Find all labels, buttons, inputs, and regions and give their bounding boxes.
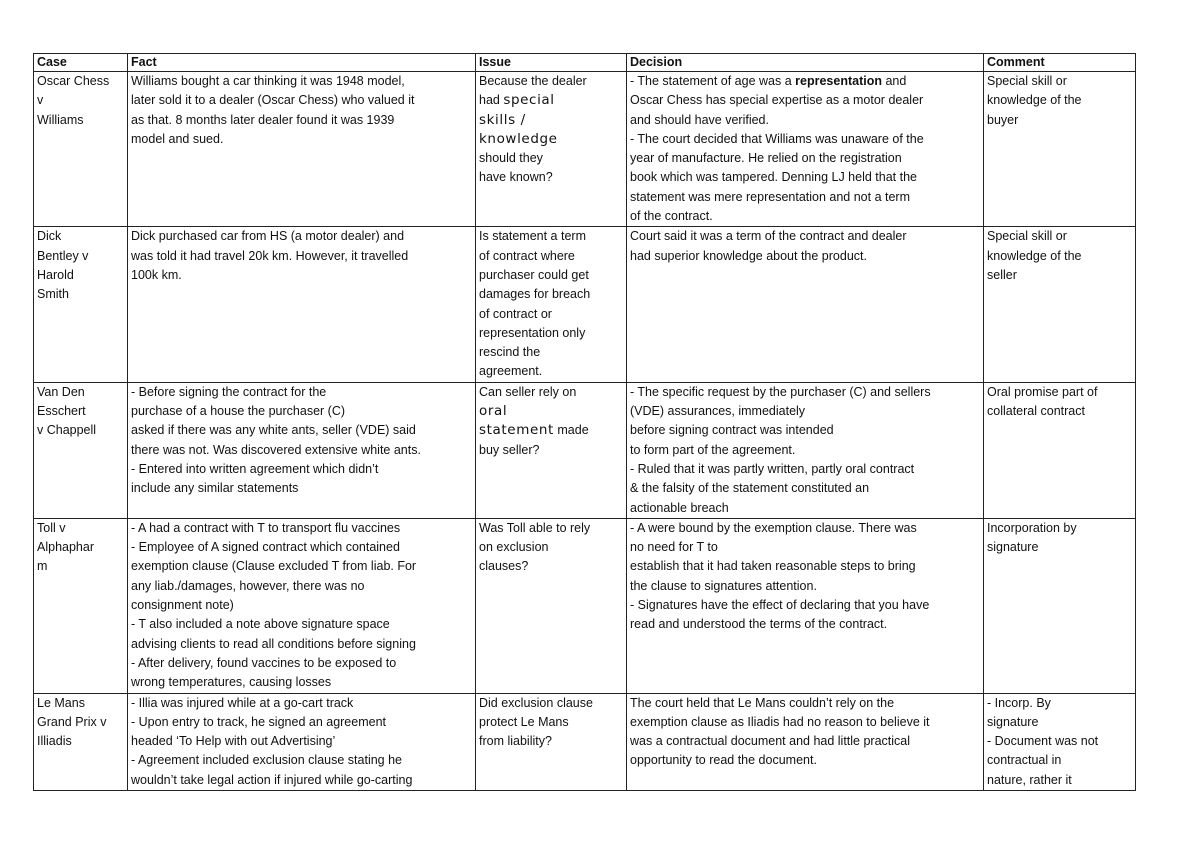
case-line: Bentley v bbox=[37, 248, 89, 263]
comment-line: Oral promise part of bbox=[987, 384, 1098, 399]
issue-line: rescind the bbox=[479, 345, 541, 360]
issue-emphasis: oral bbox=[479, 403, 508, 420]
issue-text: made bbox=[553, 423, 589, 438]
case-table bbox=[33, 53, 1136, 791]
comment-line: collateral contract bbox=[987, 404, 1085, 419]
decision-text: and bbox=[881, 74, 907, 88]
case-line: Williams bbox=[37, 112, 84, 127]
decision-emphasis: representation bbox=[795, 74, 882, 88]
decision-line: before signing contract was intended bbox=[630, 423, 834, 438]
decision-line: (VDE) assurances, immediately bbox=[630, 404, 806, 419]
issue-line: damages for breach bbox=[479, 287, 591, 302]
comment-line: contractual in bbox=[987, 753, 1062, 768]
case-line: v Chappell bbox=[37, 423, 97, 438]
comment-line: Incorporation by bbox=[987, 520, 1077, 535]
fact-line: - Upon entry to track, he signed an agreement bbox=[131, 714, 387, 729]
decision-line: book which was tampered. Denning LJ held that the bbox=[630, 170, 917, 185]
decision-line: - The specific request by the purchaser (C) and sellers bbox=[630, 384, 931, 399]
case-cell bbox=[34, 227, 128, 382]
comment-cell bbox=[984, 72, 1136, 227]
comment-line: Special skill or bbox=[987, 74, 1067, 88]
issue-line: Because the dealer bbox=[479, 74, 587, 88]
fact-line: include any similar statements bbox=[131, 481, 299, 496]
fact-line: - Agreement included exclusion clause stating he bbox=[131, 753, 402, 768]
comment-line: - Incorp. By bbox=[987, 695, 1051, 710]
table-header-row bbox=[34, 54, 1136, 72]
case-line: m bbox=[37, 559, 48, 574]
comment-cell bbox=[984, 382, 1136, 518]
comment-line: knowledge of the bbox=[987, 248, 1082, 263]
issue-line bbox=[479, 91, 623, 110]
issue-line: Did exclusion clause bbox=[479, 695, 593, 710]
issue-line: have known? bbox=[479, 170, 553, 185]
case-line: v bbox=[37, 93, 44, 108]
decision-line: year of manufacture. He relied on the registration bbox=[630, 151, 902, 166]
issue-line: clauses? bbox=[479, 559, 529, 574]
fact-cell bbox=[128, 382, 476, 518]
comment-line: seller bbox=[987, 267, 1017, 282]
table-row bbox=[34, 72, 1136, 227]
decision-line: was a contractual document and had little practical bbox=[630, 734, 911, 749]
decision-cell bbox=[627, 382, 984, 518]
table-row bbox=[34, 518, 1136, 693]
decision-line: actionable breach bbox=[630, 500, 729, 515]
header-decision: Decision bbox=[627, 54, 984, 72]
issue-line: buy seller? bbox=[479, 442, 540, 457]
issue-line: purchaser could get bbox=[479, 267, 589, 282]
fact-line: model and sued. bbox=[131, 131, 224, 146]
decision-line: establish that it had taken reasonable steps to bring bbox=[630, 559, 916, 574]
issue-emphasis: statement bbox=[479, 422, 554, 439]
case-cell bbox=[34, 693, 128, 790]
decision-line: Court said it was a term of the contract and dealer bbox=[630, 229, 907, 244]
issue-line: of contract where bbox=[479, 248, 575, 263]
comment-line: signature bbox=[987, 714, 1039, 729]
comment-line: buyer bbox=[987, 112, 1019, 127]
fact-line: was told it had travel 20k km. However, it travelled bbox=[131, 248, 409, 263]
table-row bbox=[34, 693, 1136, 790]
issue-line: Was Toll able to rely bbox=[479, 520, 591, 535]
case-cell bbox=[34, 72, 128, 227]
table-row bbox=[34, 227, 1136, 382]
case-line: Alphaphar bbox=[37, 540, 94, 555]
decision-line: - The court decided that Williams was unaware of the bbox=[630, 131, 924, 146]
decision-line: read and understood the terms of the contract. bbox=[630, 617, 888, 632]
fact-line: purchase of a house the purchaser (C) bbox=[131, 404, 346, 419]
comment-cell bbox=[984, 518, 1136, 693]
issue-cell bbox=[476, 382, 627, 518]
issue-cell bbox=[476, 227, 627, 382]
decision-cell bbox=[627, 693, 984, 790]
case-cell bbox=[34, 518, 128, 693]
issue-line: protect Le Mans bbox=[479, 714, 569, 729]
fact-cell bbox=[128, 518, 476, 693]
fact-line: consignment note) bbox=[131, 598, 234, 613]
decision-line: and should have verified. bbox=[630, 112, 769, 127]
case-line: Le Mans bbox=[37, 695, 85, 710]
comment-cell bbox=[984, 693, 1136, 790]
issue-line: from liability? bbox=[479, 734, 552, 749]
fact-line: wouldn’t take legal action if injured while go-carting bbox=[131, 772, 413, 787]
case-line: Harold bbox=[37, 267, 74, 282]
issue-line: of contract or bbox=[479, 306, 552, 321]
header-case: Case bbox=[34, 54, 128, 72]
fact-line: - A had a contract with T to transport flu vaccines bbox=[131, 520, 401, 535]
decision-line: exemption clause as Iliadis had no reason to believe it bbox=[630, 714, 930, 729]
decision-cell bbox=[627, 72, 984, 227]
fact-line: - After delivery, found vaccines to be exposed to bbox=[131, 655, 397, 670]
comment-cell bbox=[984, 227, 1136, 382]
table-row bbox=[34, 382, 1136, 518]
fact-line: Dick purchased car from HS (a motor dealer) and bbox=[131, 229, 405, 244]
fact-line: as that. 8 months later dealer found it was 1939 bbox=[131, 112, 395, 127]
comment-line: - Document was not bbox=[987, 734, 1099, 749]
issue-emphasis: special bbox=[503, 92, 555, 109]
issue-line: should they bbox=[479, 151, 543, 166]
comment-line: knowledge of the bbox=[987, 93, 1082, 108]
issue-line: Is statement a term bbox=[479, 229, 586, 244]
issue-emphasis: knowledge bbox=[479, 130, 558, 147]
issue-cell bbox=[476, 518, 627, 693]
decision-line: statement was mere representation and not a term bbox=[630, 189, 911, 204]
fact-line: wrong temperatures, causing losses bbox=[131, 675, 332, 690]
decision-line: - A were bound by the exemption clause. There was bbox=[630, 520, 917, 535]
header-comment: Comment bbox=[984, 54, 1136, 72]
decision-text: - The statement of age was a bbox=[630, 74, 796, 88]
decision-cell bbox=[627, 227, 984, 382]
comment-line: nature, rather it bbox=[987, 772, 1072, 787]
fact-line: any liab./damages, however, there was no bbox=[131, 578, 365, 593]
fact-line: - Entered into written agreement which didn’t bbox=[131, 461, 379, 476]
decision-line: of the contract. bbox=[630, 209, 713, 224]
fact-line: - Employee of A signed contract which contained bbox=[131, 540, 400, 555]
header-issue: Issue bbox=[476, 54, 627, 72]
fact-cell bbox=[128, 693, 476, 790]
issue-line: Can seller rely on bbox=[479, 384, 577, 399]
case-cell bbox=[34, 382, 128, 518]
case-line: Grand Prix v bbox=[37, 714, 107, 729]
decision-line: no need for T to bbox=[630, 540, 718, 555]
fact-line: 100k km. bbox=[131, 267, 182, 282]
decision-line: opportunity to read the document. bbox=[630, 753, 817, 768]
issue-line: representation only bbox=[479, 325, 586, 340]
fact-line: asked if there was any white ants, seller (VDE) said bbox=[131, 423, 416, 438]
comment-line: Special skill or bbox=[987, 229, 1067, 244]
case-line: Smith bbox=[37, 287, 69, 302]
decision-line: - Signatures have the effect of declaring that you have bbox=[630, 598, 930, 613]
decision-line: to form part of the agreement. bbox=[630, 442, 796, 457]
case-line: Dick bbox=[37, 229, 62, 244]
fact-line: Williams bought a car thinking it was 1948 model, bbox=[131, 74, 405, 88]
fact-line: - Illia was injured while at a go-cart track bbox=[131, 695, 354, 710]
fact-line: - T also included a note above signature space bbox=[131, 617, 390, 632]
issue-line: on exclusion bbox=[479, 540, 549, 555]
case-line: Toll v bbox=[37, 520, 66, 535]
header-fact: Fact bbox=[128, 54, 476, 72]
issue-cell bbox=[476, 693, 627, 790]
decision-line: - Ruled that it was partly written, partly oral contract bbox=[630, 461, 915, 476]
fact-line: exemption clause (Clause excluded T from liab. For bbox=[131, 559, 417, 574]
decision-line: & the falsity of the statement constituted an bbox=[630, 481, 870, 496]
fact-line: - Before signing the contract for the bbox=[131, 384, 327, 399]
issue-cell bbox=[476, 72, 627, 227]
decision-line: had superior knowledge about the product. bbox=[630, 248, 867, 263]
decision-line: the clause to signatures attention. bbox=[630, 578, 817, 593]
case-line: Esschert bbox=[37, 404, 86, 419]
comment-line: signature bbox=[987, 540, 1039, 555]
case-line: Van Den bbox=[37, 384, 85, 399]
issue-text: had bbox=[479, 93, 504, 108]
issue-line: agreement. bbox=[479, 364, 543, 379]
fact-line: advising clients to read all conditions before signing bbox=[131, 636, 416, 651]
decision-line: The court held that Le Mans couldn’t rely on the bbox=[630, 695, 895, 710]
fact-line: later sold it to a dealer (Oscar Chess) who valued it bbox=[131, 93, 415, 108]
issue-line bbox=[479, 421, 623, 440]
decision-cell bbox=[627, 518, 984, 693]
case-line: Illiadis bbox=[37, 734, 72, 749]
fact-cell bbox=[128, 72, 476, 227]
fact-line: there was not. Was discovered extensive white ants. bbox=[131, 442, 421, 457]
fact-cell bbox=[128, 227, 476, 382]
case-line: Oscar Chess bbox=[37, 74, 110, 88]
issue-emphasis: skills / bbox=[479, 111, 526, 128]
fact-line: headed ‘To Help with out Advertising’ bbox=[131, 734, 336, 749]
decision-line bbox=[630, 72, 980, 91]
decision-line: Oscar Chess has special expertise as a motor dealer bbox=[630, 93, 924, 108]
